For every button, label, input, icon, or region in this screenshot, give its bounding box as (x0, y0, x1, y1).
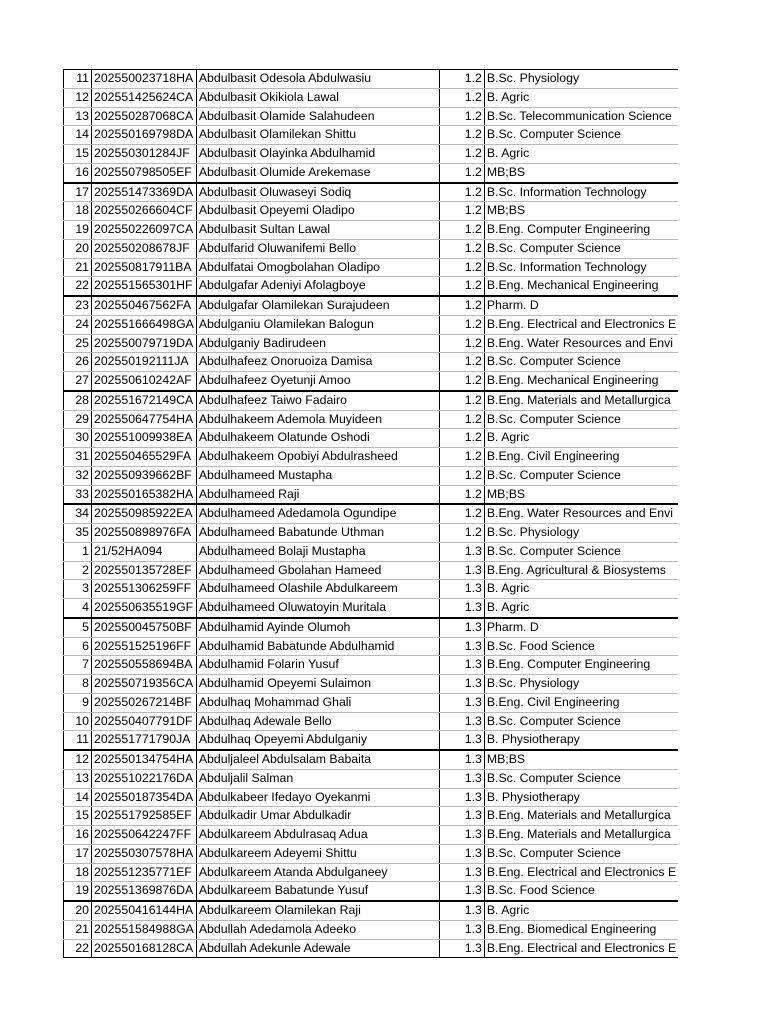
registration-number-cell[interactable]: 202550407791DF (92, 712, 197, 731)
serial-number-cell[interactable]: 18 (64, 202, 92, 221)
serial-number-cell[interactable]: 10 (64, 712, 92, 731)
table-row (64, 410, 679, 429)
student-name-cell[interactable]: Abdulhafeez Oyetunji Amoo (196, 372, 439, 391)
table-row (64, 315, 679, 334)
table-row (64, 221, 679, 240)
programme-cell[interactable]: B.Sc. Information Technology (484, 183, 678, 202)
student-name-cell[interactable]: Abdulhamid Ayinde Olumoh (196, 618, 439, 637)
registration-number-cell[interactable]: 202550465529FA (92, 448, 197, 467)
level-cell[interactable]: 1.2 (439, 429, 484, 448)
student-name-cell[interactable]: Abduljaleel Abdulsalam Babaita (196, 750, 439, 769)
programme-cell[interactable]: B.Eng. Agricultural & Biosystems (484, 561, 678, 580)
level-cell[interactable]: 1.3 (439, 731, 484, 750)
registration-number-cell[interactable]: 202551584988GA (92, 920, 197, 939)
programme-cell[interactable]: B. Agric (484, 88, 678, 107)
programme-cell[interactable]: B.Sc. Computer Science (484, 353, 678, 372)
level-cell[interactable]: 1.3 (439, 769, 484, 788)
table-row (64, 277, 679, 296)
student-name-cell[interactable]: Abdulkabeer Ifedayo Oyekanmi (196, 788, 439, 807)
table-row (64, 258, 679, 277)
programme-cell[interactable]: B.Sc. Information Technology (484, 258, 678, 277)
student-name-cell[interactable]: Abdulgafar Adeniyi Afolagboye (196, 277, 439, 296)
student-name-cell[interactable]: Abdulbasit Olamilekan Shittu (196, 126, 439, 145)
programme-cell[interactable]: MB;BS (484, 485, 678, 504)
level-cell[interactable]: 1.2 (439, 485, 484, 504)
serial-number-cell[interactable]: 17 (64, 844, 92, 863)
registration-number-cell[interactable]: 202550266604CF (92, 202, 197, 221)
registration-number-cell[interactable]: 202551425624CA (92, 88, 197, 107)
level-cell[interactable]: 1.3 (439, 637, 484, 656)
level-cell[interactable]: 1.3 (439, 863, 484, 882)
serial-number-cell[interactable]: 15 (64, 807, 92, 826)
student-name-cell[interactable]: Abdulhakeem Ademola Muyideen (196, 410, 439, 429)
serial-number-cell[interactable]: 25 (64, 334, 92, 353)
student-name-cell[interactable]: Abdulbasit Oluwaseyi Sodiq (196, 183, 439, 202)
table-row (64, 618, 679, 637)
student-name-cell[interactable]: Abdulhamid Folarin Yusuf (196, 656, 439, 675)
level-cell[interactable]: 1.2 (439, 466, 484, 485)
table-row (64, 485, 679, 504)
student-name-cell[interactable]: Abdulkadir Umar Abdulkadir (196, 807, 439, 826)
registration-number-cell[interactable]: 202550817911BA (92, 258, 197, 277)
table-row (64, 844, 679, 863)
student-name-cell[interactable]: Abdulhameed Bolaji Mustapha (196, 542, 439, 561)
serial-number-cell[interactable]: 13 (64, 107, 92, 126)
serial-number-cell[interactable]: 28 (64, 391, 92, 410)
level-cell[interactable]: 1.3 (439, 920, 484, 939)
serial-number-cell[interactable]: 19 (64, 221, 92, 240)
serial-number-cell[interactable]: 20 (64, 239, 92, 258)
serial-number-cell[interactable]: 32 (64, 466, 92, 485)
serial-number-cell[interactable]: 6 (64, 637, 92, 656)
level-cell[interactable]: 1.2 (439, 410, 484, 429)
registration-number-cell[interactable]: 202551473369DA (92, 183, 197, 202)
programme-cell[interactable]: B.Eng. Mechanical Engineering (484, 372, 678, 391)
student-name-cell[interactable]: Abdulkareem Babatunde Yusuf (196, 882, 439, 901)
programme-cell[interactable]: B.Sc. Computer Science (484, 542, 678, 561)
student-name-cell[interactable]: Abduljalil Salman (196, 769, 439, 788)
student-name-cell[interactable]: Abdullah Adedamola Adeeko (196, 920, 439, 939)
student-name-cell[interactable]: Abdulhaq Mohammad Ghali (196, 693, 439, 712)
student-name-cell[interactable]: Abdulhafeez Onoruoiza Damisa (196, 353, 439, 372)
table-row (64, 882, 679, 901)
table-row (64, 656, 679, 675)
serial-number-cell[interactable]: 27 (64, 372, 92, 391)
level-cell[interactable]: 1.3 (439, 788, 484, 807)
level-cell[interactable]: 1.3 (439, 561, 484, 580)
programme-cell[interactable]: B. Agric (484, 580, 678, 599)
programme-cell[interactable]: MB;BS (484, 750, 678, 769)
table-row (64, 731, 679, 750)
student-name-cell[interactable]: Abdulhameed Mustapha (196, 466, 439, 485)
registration-number-cell[interactable]: 202550647754HA (92, 410, 197, 429)
serial-number-cell[interactable]: 22 (64, 939, 92, 958)
registration-number-cell[interactable]: 202551306259FF (92, 580, 197, 599)
table-row (64, 637, 679, 656)
table-row (64, 448, 679, 467)
programme-cell[interactable]: B.Eng. Electrical and Electronics E (484, 863, 678, 882)
programme-cell[interactable]: B.Eng. Computer Engineering (484, 221, 678, 240)
student-name-cell[interactable]: Abdulhamid Opeyemi Sulaimon (196, 675, 439, 694)
serial-number-cell[interactable]: 18 (64, 863, 92, 882)
registration-number-cell[interactable]: 202550045750BF (92, 618, 197, 637)
serial-number-cell[interactable]: 13 (64, 769, 92, 788)
level-cell[interactable]: 1.2 (439, 239, 484, 258)
student-name-cell[interactable]: Abdulhameed Oluwatoyin Muritala (196, 599, 439, 618)
programme-cell[interactable]: MB;BS (484, 202, 678, 221)
level-cell[interactable]: 1.2 (439, 504, 484, 523)
registration-number-cell[interactable]: 202550642247FF (92, 826, 197, 845)
table-body (64, 70, 679, 958)
table-row (64, 863, 679, 882)
serial-number-cell[interactable]: 35 (64, 524, 92, 543)
programme-cell[interactable]: B.Sc. Computer Science (484, 844, 678, 863)
serial-number-cell[interactable]: 12 (64, 750, 92, 769)
registration-number-cell[interactable]: 202551771790JA (92, 731, 197, 750)
student-name-cell[interactable]: Abdulbasit Olayinka Abdulhamid (196, 145, 439, 164)
serial-number-cell[interactable]: 3 (64, 580, 92, 599)
level-cell[interactable]: 1.2 (439, 70, 484, 89)
serial-number-cell[interactable]: 4 (64, 599, 92, 618)
registration-number-cell[interactable]: 202550169798DA (92, 126, 197, 145)
registration-number-cell[interactable]: 202551666498GA (92, 315, 197, 334)
serial-number-cell[interactable]: 5 (64, 618, 92, 637)
registration-number-cell[interactable]: 202551565301HF (92, 277, 197, 296)
serial-number-cell[interactable]: 23 (64, 296, 92, 315)
registration-number-cell[interactable]: 202550467562FA (92, 296, 197, 315)
registration-number-cell[interactable]: 202550079719DA (92, 334, 197, 353)
programme-cell[interactable]: B.Eng. Electrical and Electronics E (484, 315, 678, 334)
table-row (64, 712, 679, 731)
table-row (64, 70, 679, 89)
level-cell[interactable]: 1.3 (439, 599, 484, 618)
level-cell[interactable]: 1.3 (439, 901, 484, 920)
programme-cell[interactable]: B.Eng. Water Resources and Envi (484, 334, 678, 353)
level-cell[interactable]: 1.2 (439, 126, 484, 145)
programme-cell[interactable]: B. Agric (484, 599, 678, 618)
table-row (64, 675, 679, 694)
programme-cell[interactable]: B.Sc. Computer Science (484, 466, 678, 485)
programme-cell[interactable]: B.Eng. Computer Engineering (484, 656, 678, 675)
level-cell[interactable]: 1.3 (439, 712, 484, 731)
student-name-cell[interactable]: Abdulkareem Olamilekan Raji (196, 901, 439, 920)
programme-cell[interactable]: B.Eng. Civil Engineering (484, 448, 678, 467)
table-row (64, 126, 679, 145)
programme-cell[interactable]: B.Sc. Physiology (484, 524, 678, 543)
programme-cell[interactable]: B.Eng. Electrical and Electronics E (484, 939, 678, 958)
student-name-cell[interactable]: Abdulhameed Babatunde Uthman (196, 524, 439, 543)
serial-number-cell[interactable]: 31 (64, 448, 92, 467)
programme-cell[interactable]: B.Sc. Telecommunication Science (484, 107, 678, 126)
programme-cell[interactable]: Pharm. D (484, 618, 678, 637)
level-cell[interactable]: 1.2 (439, 145, 484, 164)
level-cell[interactable]: 1.3 (439, 656, 484, 675)
programme-cell[interactable]: B. Physiotherapy (484, 788, 678, 807)
registration-number-cell[interactable]: 202550165382HA (92, 485, 197, 504)
table-row (64, 826, 679, 845)
programme-cell[interactable]: B. Agric (484, 901, 678, 920)
table-row (64, 163, 679, 182)
registration-number-cell[interactable]: 21/52HA094 (92, 542, 197, 561)
programme-cell[interactable]: B.Sc. Computer Science (484, 239, 678, 258)
student-name-cell[interactable]: Abdulhaq Opeyemi Abdulganiy (196, 731, 439, 750)
serial-number-cell[interactable]: 21 (64, 258, 92, 277)
table-row (64, 769, 679, 788)
student-name-cell[interactable]: Abdulhafeez Taiwo Fadairo (196, 391, 439, 410)
serial-number-cell[interactable]: 11 (64, 731, 92, 750)
level-cell[interactable]: 1.2 (439, 296, 484, 315)
serial-number-cell[interactable]: 11 (64, 70, 92, 89)
programme-cell[interactable]: B.Sc. Computer Science (484, 769, 678, 788)
registration-number-cell[interactable]: 202550226097CA (92, 221, 197, 240)
registration-number-cell[interactable]: 202550134754HA (92, 750, 197, 769)
registration-number-cell[interactable]: 202551022176DA (92, 769, 197, 788)
registration-number-cell[interactable]: 202550208678JF (92, 239, 197, 258)
table-row (64, 334, 679, 353)
registration-number-cell[interactable]: 202550558694BA (92, 656, 197, 675)
serial-number-cell[interactable]: 16 (64, 163, 92, 182)
registration-number-cell[interactable]: 202551525196FF (92, 637, 197, 656)
registration-number-cell[interactable]: 202550719356CA (92, 675, 197, 694)
student-name-cell[interactable]: Abdulhameed Olashile Abdulkareem (196, 580, 439, 599)
table-row (64, 296, 679, 315)
table-row (64, 504, 679, 523)
level-cell[interactable]: 1.3 (439, 750, 484, 769)
serial-number-cell[interactable]: 8 (64, 675, 92, 694)
registration-number-cell[interactable]: 202550187354DA (92, 788, 197, 807)
registration-number-cell[interactable]: 202551792585EF (92, 807, 197, 826)
student-name-cell[interactable]: Abdulhamid Babatunde Abdulhamid (196, 637, 439, 656)
level-cell[interactable]: 1.3 (439, 618, 484, 637)
serial-number-cell[interactable]: 12 (64, 88, 92, 107)
level-cell[interactable]: 1.2 (439, 163, 484, 182)
student-name-cell[interactable]: Abdulhameed Gbolahan Hameed (196, 561, 439, 580)
student-name-cell[interactable]: Abdulkareem Adeyemi Shittu (196, 844, 439, 863)
level-cell[interactable]: 1.2 (439, 524, 484, 543)
programme-cell[interactable]: B.Eng. Materials and Metallurgica (484, 391, 678, 410)
table-row (64, 202, 679, 221)
programme-cell[interactable]: B.Eng. Biomedical Engineering (484, 920, 678, 939)
registration-number-cell[interactable]: 202551672149CA (92, 391, 197, 410)
serial-number-cell[interactable]: 14 (64, 126, 92, 145)
level-cell[interactable]: 1.3 (439, 844, 484, 863)
level-cell[interactable]: 1.2 (439, 107, 484, 126)
serial-number-cell[interactable]: 24 (64, 315, 92, 334)
table-row (64, 939, 679, 958)
table-row (64, 183, 679, 202)
student-name-cell[interactable]: Abdulbasit Olumide Arekemase (196, 163, 439, 182)
student-name-cell[interactable]: Abdulganiy Badirudeen (196, 334, 439, 353)
registration-number-cell[interactable]: 202550135728EF (92, 561, 197, 580)
student-name-cell[interactable]: Abdulfatai Omogbolahan Oladipo (196, 258, 439, 277)
programme-cell[interactable]: B.Sc. Food Science (484, 882, 678, 901)
spreadsheet-sheet (63, 69, 678, 958)
student-name-cell[interactable]: Abdulhakeem Opobiyi Abdulrasheed (196, 448, 439, 467)
student-table (63, 69, 678, 958)
registration-number-cell[interactable]: 202550898976FA (92, 524, 197, 543)
student-name-cell[interactable]: Abdulhaq Adewale Bello (196, 712, 439, 731)
serial-number-cell[interactable]: 7 (64, 656, 92, 675)
table-row (64, 561, 679, 580)
level-cell[interactable]: 1.3 (439, 675, 484, 694)
table-row (64, 391, 679, 410)
table-row (64, 239, 679, 258)
registration-number-cell[interactable]: 202550985922EA (92, 504, 197, 523)
registration-number-cell[interactable]: 202551009938EA (92, 429, 197, 448)
level-cell[interactable]: 1.3 (439, 542, 484, 561)
table-row (64, 145, 679, 164)
level-cell[interactable]: 1.3 (439, 693, 484, 712)
registration-number-cell[interactable]: 202550267214BF (92, 693, 197, 712)
level-cell[interactable]: 1.2 (439, 202, 484, 221)
level-cell[interactable]: 1.3 (439, 580, 484, 599)
table-row (64, 466, 679, 485)
table-row (64, 542, 679, 561)
level-cell[interactable]: 1.2 (439, 353, 484, 372)
registration-number-cell[interactable]: 202550287068CA (92, 107, 197, 126)
registration-number-cell[interactable]: 202550635519GF (92, 599, 197, 618)
registration-number-cell[interactable]: 202550168128CA (92, 939, 197, 958)
serial-number-cell[interactable]: 2 (64, 561, 92, 580)
programme-cell[interactable]: B.Eng. Civil Engineering (484, 693, 678, 712)
table-row (64, 807, 679, 826)
registration-number-cell[interactable]: 202550610242AF (92, 372, 197, 391)
table-row (64, 788, 679, 807)
student-name-cell[interactable]: Abdulkareem Abdulrasaq Adua (196, 826, 439, 845)
level-cell[interactable]: 1.3 (439, 826, 484, 845)
student-name-cell[interactable]: Abdulganiu Olamilekan Balogun (196, 315, 439, 334)
student-name-cell[interactable]: Abdulhameed Raji (196, 485, 439, 504)
student-name-cell[interactable]: Abdulkareem Atanda Abdulganeey (196, 863, 439, 882)
programme-cell[interactable]: B.Eng. Mechanical Engineering (484, 277, 678, 296)
table-row (64, 353, 679, 372)
programme-cell[interactable]: B.Sc. Computer Science (484, 712, 678, 731)
level-cell[interactable]: 1.2 (439, 372, 484, 391)
registration-number-cell[interactable]: 202551369876DA (92, 882, 197, 901)
programme-cell[interactable]: B.Sc. Physiology (484, 70, 678, 89)
programme-cell[interactable]: B. Agric (484, 145, 678, 164)
serial-number-cell[interactable]: 20 (64, 901, 92, 920)
registration-number-cell[interactable]: 202550301284JF (92, 145, 197, 164)
level-cell[interactable]: 1.2 (439, 391, 484, 410)
student-name-cell[interactable]: Abdulgafar Olamilekan Surajudeen (196, 296, 439, 315)
student-name-cell[interactable]: Abdulfarid Oluwanifemi Bello (196, 239, 439, 258)
table-row (64, 524, 679, 543)
student-name-cell[interactable]: Abdulbasit Odesola Abdulwasiu (196, 70, 439, 89)
serial-number-cell[interactable]: 29 (64, 410, 92, 429)
serial-number-cell[interactable]: 21 (64, 920, 92, 939)
student-name-cell[interactable]: Abdullah Adekunle Adewale (196, 939, 439, 958)
programme-cell[interactable]: B.Sc. Computer Science (484, 126, 678, 145)
level-cell[interactable]: 1.2 (439, 258, 484, 277)
student-name-cell[interactable]: Abdulbasit Olamide Salahudeen (196, 107, 439, 126)
serial-number-cell[interactable]: 15 (64, 145, 92, 164)
programme-cell[interactable]: MB;BS (484, 163, 678, 182)
serial-number-cell[interactable]: 9 (64, 693, 92, 712)
level-cell[interactable]: 1.2 (439, 315, 484, 334)
student-name-cell[interactable]: Abdulbasit Sultan Lawal (196, 221, 439, 240)
student-name-cell[interactable]: Abdulbasit Opeyemi Oladipo (196, 202, 439, 221)
programme-cell[interactable]: B.Sc. Computer Science (484, 410, 678, 429)
serial-number-cell[interactable]: 1 (64, 542, 92, 561)
level-cell[interactable]: 1.3 (439, 882, 484, 901)
level-cell[interactable]: 1.2 (439, 277, 484, 296)
programme-cell[interactable]: B. Physiotherapy (484, 731, 678, 750)
table-row (64, 429, 679, 448)
serial-number-cell[interactable]: 33 (64, 485, 92, 504)
level-cell[interactable]: 1.2 (439, 334, 484, 353)
programme-cell[interactable]: B.Eng. Materials and Metallurgica (484, 807, 678, 826)
registration-number-cell[interactable]: 202550192111JA (92, 353, 197, 372)
serial-number-cell[interactable]: 17 (64, 183, 92, 202)
level-cell[interactable]: 1.2 (439, 221, 484, 240)
table-row (64, 580, 679, 599)
level-cell[interactable]: 1.2 (439, 88, 484, 107)
table-row (64, 920, 679, 939)
registration-number-cell[interactable]: 202550416144HA (92, 901, 197, 920)
registration-number-cell[interactable]: 202550798505EF (92, 163, 197, 182)
programme-cell[interactable]: B.Sc. Physiology (484, 675, 678, 694)
student-name-cell[interactable]: Abdulhakeem Olatunde Oshodi (196, 429, 439, 448)
table-row (64, 107, 679, 126)
serial-number-cell[interactable]: 26 (64, 353, 92, 372)
programme-cell[interactable]: B.Sc. Food Science (484, 637, 678, 656)
registration-number-cell[interactable]: 202551235771EF (92, 863, 197, 882)
serial-number-cell[interactable]: 14 (64, 788, 92, 807)
table-row (64, 750, 679, 769)
table-row (64, 599, 679, 618)
registration-number-cell[interactable]: 202550023718HA (92, 70, 197, 89)
level-cell[interactable]: 1.2 (439, 183, 484, 202)
programme-cell[interactable]: Pharm. D (484, 296, 678, 315)
table-row (64, 372, 679, 391)
student-name-cell[interactable]: Abdulhameed Adedamola Ogundipe (196, 504, 439, 523)
table-row (64, 901, 679, 920)
serial-number-cell[interactable]: 22 (64, 277, 92, 296)
programme-cell[interactable]: B.Eng. Materials and Metallurgica (484, 826, 678, 845)
level-cell[interactable]: 1.2 (439, 448, 484, 467)
serial-number-cell[interactable]: 34 (64, 504, 92, 523)
serial-number-cell[interactable]: 19 (64, 882, 92, 901)
registration-number-cell[interactable]: 202550307578HA (92, 844, 197, 863)
serial-number-cell[interactable]: 30 (64, 429, 92, 448)
registration-number-cell[interactable]: 202550939662BF (92, 466, 197, 485)
level-cell[interactable]: 1.3 (439, 807, 484, 826)
serial-number-cell[interactable]: 16 (64, 826, 92, 845)
programme-cell[interactable]: B.Eng. Water Resources and Envi (484, 504, 678, 523)
table-row (64, 88, 679, 107)
table-row (64, 693, 679, 712)
programme-cell[interactable]: B. Agric (484, 429, 678, 448)
level-cell[interactable]: 1.3 (439, 939, 484, 958)
student-name-cell[interactable]: Abdulbasit Okikiola Lawal (196, 88, 439, 107)
